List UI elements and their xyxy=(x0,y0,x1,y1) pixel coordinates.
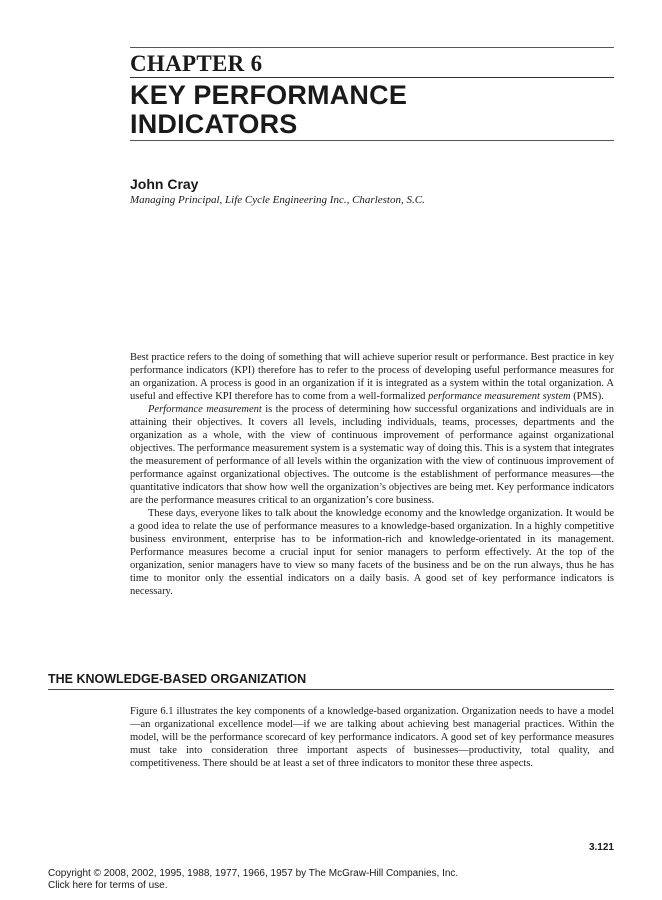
intro-paragraph-1 xyxy=(130,351,614,403)
section-heading: THE KNOWLEDGE-BASED ORGANIZATION xyxy=(48,672,307,686)
chapter-title xyxy=(130,81,407,139)
chapter-title-line1: KEY PERFORMANCE xyxy=(130,80,408,110)
section-rule xyxy=(48,689,614,690)
author-name: John Cray xyxy=(130,176,199,192)
copyright-notice: Copyright © 2008, 2002, 1995, 1988, 1977, 1966, 1957 by The McGraw-Hill Companies, Inc. xyxy=(48,868,459,879)
terms-of-use-link[interactable]: Click here for terms of use. xyxy=(48,880,168,891)
chapter-top-rule xyxy=(130,47,614,48)
intro-p2-emphasis: Performance measurement xyxy=(148,404,262,415)
intro-text xyxy=(130,351,614,598)
chapter-label: CHAPTER 6 xyxy=(130,51,263,76)
section-paragraph-1: Figure 6.1 illustrates the key components of a knowledge-based organization. Organization needs to have a model—an organizational excellence model—if we are talking about achieving best managerial practices. Within the model, will be the performance scorecard of key performance indicators. A good set of key performance measures must take into consideration three important aspects of businesses—productivity, total quality, and competitiveness. There should be at least a set of three indicators to monitor these three aspects. xyxy=(130,706,614,769)
chapter-mid-rule xyxy=(130,77,614,78)
intro-p1-text-end: (PMS). xyxy=(570,391,604,402)
intro-paragraph-3: These days, everyone likes to talk about the knowledge economy and the knowledge organization. It would be a good idea to relate the use of performance measures to a knowledge-based organization. In a highly competitive business environment, enterprise has to be information-rich and knowledge-orientated in its management. Performance measures become a crucial input for senior managers to perform effectively. At the top of the organization, senior managers have to view so many facets of the business and be on the run always, thus he has time to monitor only the essential indicators on a daily basis. A good set of key performance indicators is necessary. xyxy=(130,508,614,597)
chapter-bottom-rule xyxy=(130,140,614,141)
footer xyxy=(48,868,458,892)
page-number: 3.121 xyxy=(588,842,614,853)
intro-p2-text: is the process of determining how successful organizations and individuals are in attaining their objectives. It covers all levels, including individuals, teams, processes, departments and the organization as a whole, with the view of continuous improvement of performance against organizational objectives. The performance measurement system is a systematic way of doing this. This is a system that integrates the measurement of performance of all levels within the organization with the view of continuous improvement of performance against organizational objectives. The outcome is the establishment of performance measures—the quantitative indicators that show how well the organization’s objectives are being met. Key performance indicators are the performance measures critical to an organization’s core business. xyxy=(130,404,614,506)
intro-paragraph-2 xyxy=(130,403,614,507)
intro-p1-emphasis: performance measurement system xyxy=(428,391,571,402)
section-text xyxy=(130,705,614,770)
author-affiliation: Managing Principal, Life Cycle Engineering Inc., Charleston, S.C. xyxy=(130,194,425,206)
intro-p1-text: Best practice refers to the doing of something that will achieve superior result or performance. Best practice in key performance indicators (KPI) therefore has to refer to the process of developing useful performance measures for an organization. A process is good in an organization if it is integrated as a system within the total organization. A useful and effective KPI therefore has to come from a well-formalized xyxy=(130,352,614,402)
chapter-title-line2: INDICATORS xyxy=(130,109,298,139)
